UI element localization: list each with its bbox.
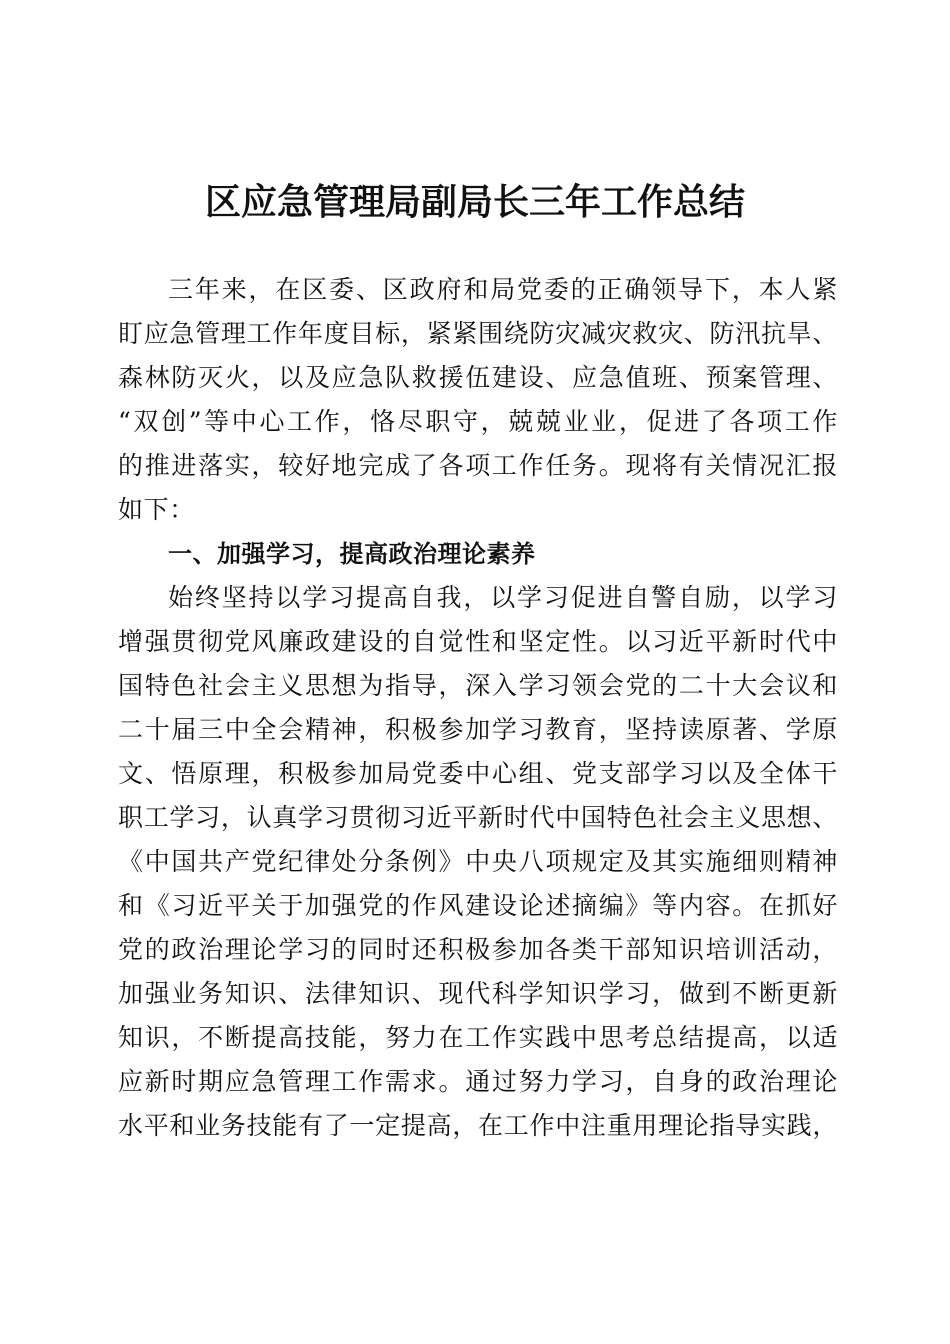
paragraph-line: 二十届三中全会精神，积极参加学习教育，坚持读原著、学原 xyxy=(118,715,838,744)
paragraph-line: 加强业务知识、法律知识、现代科学知识学习，做到不断更新 xyxy=(118,979,838,1008)
paragraph-line: 水平和业务技能有了一定提高，在工作中注重用理论指导实践， xyxy=(118,1111,838,1140)
section-heading: 一、加强学习，提高政治理论素养 xyxy=(168,540,536,568)
paragraph-line: 和《习近平关于加强党的作风建设论述摘编》等内容。在抓好 xyxy=(118,891,838,920)
paragraph-line: 文、悟原理，积极参加局党委中心组、党支部学习以及全体干 xyxy=(118,759,838,788)
paragraph-line: 《中国共产党纪律处分条例》中央八项规定及其实施细则精神 xyxy=(118,847,838,876)
paragraph-line: 三年来，在区委、区政府和局党委的正确领导下，本人紧 xyxy=(168,275,838,304)
paragraph-line: 森林防灭火，以及应急队救援伍建设、应急值班、预案管理、 xyxy=(118,363,838,392)
document-body xyxy=(118,268,838,1148)
paragraph-line: 增强贯彻党风廉政建设的自觉性和坚定性。以习近平新时代中 xyxy=(118,627,838,656)
paragraph-line: 的推进落实，较好地完成了各项工作任务。现将有关情况汇报 xyxy=(118,451,838,480)
paragraph-line: 知识，不断提高技能，努力在工作实践中思考总结提高，以适 xyxy=(118,1023,838,1052)
paragraph-line: 应新时期应急管理工作需求。通过努力学习，自身的政治理论 xyxy=(118,1067,838,1096)
paragraph-line: 党的政治理论学习的同时还积极参加各类干部知识培训活动， xyxy=(118,935,838,964)
paragraph-line: 职工学习，认真学习贯彻习近平新时代中国特色社会主义思想、 xyxy=(118,803,838,832)
paragraph-line: 盯应急管理工作年度目标，紧紧围绕防灾减灾救灾、防汛抗旱、 xyxy=(118,319,838,348)
paragraph-line: 如下： xyxy=(118,495,195,524)
paragraph-line: “双创”等中心工作，恪尽职守，兢兢业业，促进了各项工作 xyxy=(118,407,838,436)
document-title: 区应急管理局副局长三年工作总结 xyxy=(204,181,745,223)
paragraph-line: 始终坚持以学习提高自我，以学习促进自警自励，以学习 xyxy=(168,583,838,612)
paragraph-line: 国特色社会主义思想为指导，深入学习领会党的二十大会议和 xyxy=(118,671,838,700)
